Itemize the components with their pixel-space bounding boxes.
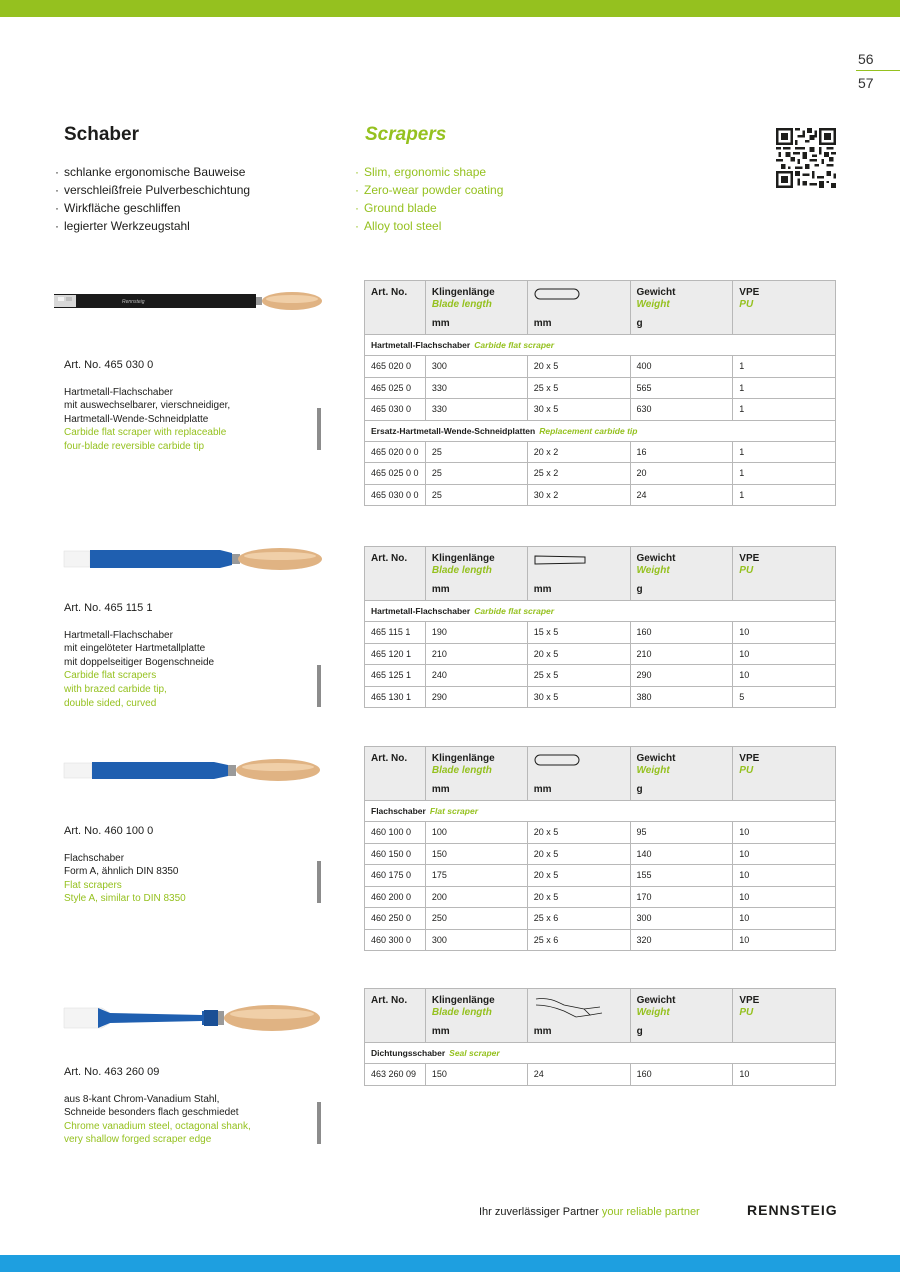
header-weight-en: Weight xyxy=(636,1007,670,1018)
product-image-label: Rennsteig xyxy=(122,299,145,305)
cell: 20 x 5 xyxy=(527,356,630,378)
cell: 170 xyxy=(630,886,733,908)
footer-tagline xyxy=(479,1206,700,1218)
cell: 465 115 1 xyxy=(365,622,426,644)
cell: 150 xyxy=(425,843,527,865)
header-unit: mm xyxy=(431,318,450,329)
header-art-no: Art. No. xyxy=(371,287,408,298)
cell: 10 xyxy=(733,1064,836,1086)
section-title-en: Carbide flat scraper xyxy=(474,340,555,350)
cell: 25 xyxy=(425,441,527,463)
section-title xyxy=(365,335,836,356)
cell: 300 xyxy=(425,356,527,378)
desc-line-en: very shallow forged scraper edge xyxy=(64,1134,212,1146)
cell: 25 x 6 xyxy=(527,908,630,930)
section-title-de: Flachschaber xyxy=(371,806,426,816)
cell: 20 x 5 xyxy=(527,886,630,908)
cell: 465 030 0 xyxy=(365,399,426,421)
header-weight-de: Gewicht xyxy=(636,753,676,764)
spec-table xyxy=(364,280,836,506)
product-art-no: Art. No. 465 030 0 xyxy=(64,359,154,371)
section-title xyxy=(365,601,836,622)
product-description xyxy=(64,1066,324,1147)
carbide-flat-scraper-image xyxy=(52,288,324,316)
grey-marker xyxy=(317,861,321,903)
desc-line-en: double sided, curved xyxy=(64,697,157,709)
cell: 5 xyxy=(733,686,836,708)
cell: 465 025 0 0 xyxy=(365,463,426,485)
cell: 30 x 2 xyxy=(527,484,630,506)
page-numbers xyxy=(856,51,900,91)
brazed-carbide-scraper-image xyxy=(62,546,324,574)
cell: 465 020 0 0 xyxy=(365,441,426,463)
cell: 210 xyxy=(630,643,733,665)
feature-item: · Ground blade xyxy=(355,199,503,217)
cell: 320 xyxy=(630,929,733,951)
header-pu-de: VPE xyxy=(739,287,760,298)
cell: 460 300 0 xyxy=(365,929,426,951)
cell: 290 xyxy=(425,686,527,708)
cell: 210 xyxy=(425,643,527,665)
footer-tagline-en: your reliable partner xyxy=(601,1206,700,1218)
cell: 1 xyxy=(733,484,836,506)
feature-item: · Slim, ergonomic shape xyxy=(355,163,503,181)
desc-line-de: Hartmetall-Wende-Schneidplatte xyxy=(64,413,209,425)
header-art-no: Art. No. xyxy=(371,753,408,764)
header-unit: g xyxy=(636,784,643,795)
table-row xyxy=(365,843,836,865)
spec-table xyxy=(364,988,836,1086)
table-row xyxy=(365,622,836,644)
page-number-left: 56 xyxy=(858,51,874,67)
cell: 25 xyxy=(425,484,527,506)
cell: 1 xyxy=(733,377,836,399)
table-row xyxy=(365,865,836,887)
header-blade-en: Blade length xyxy=(431,1007,492,1018)
qr-code-icon[interactable] xyxy=(776,128,836,188)
header-unit: mm xyxy=(533,318,552,329)
cell: 460 200 0 xyxy=(365,886,426,908)
desc-line-de: Form A, ähnlich DIN 8350 xyxy=(64,866,179,878)
header-pu-de: VPE xyxy=(739,753,760,764)
spec-table xyxy=(364,546,836,708)
section-title xyxy=(365,420,836,441)
desc-line-en: four-blade reversible carbide tip xyxy=(64,440,205,452)
table-row xyxy=(365,441,836,463)
cell: 330 xyxy=(425,399,527,421)
header-blade-de: Klingenlänge xyxy=(431,995,495,1006)
table-row xyxy=(365,929,836,951)
desc-line-de: Hartmetall-Flachschaber xyxy=(64,386,173,398)
header-blade-en: Blade length xyxy=(431,565,492,576)
header-weight-de: Gewicht xyxy=(636,287,676,298)
header-unit: mm xyxy=(533,1026,552,1037)
header-blade-de: Klingenlänge xyxy=(431,553,495,564)
cell: 25 x 5 xyxy=(527,377,630,399)
header-weight-de: Gewicht xyxy=(636,995,676,1006)
header-art-no: Art. No. xyxy=(371,995,408,1006)
header-weight-en: Weight xyxy=(636,565,670,576)
desc-line-de: mit doppelseitiger Bogenschneide xyxy=(64,656,215,668)
product-description xyxy=(64,602,324,710)
cell: 465 030 0 0 xyxy=(365,484,426,506)
cell: 565 xyxy=(630,377,733,399)
header-weight-en: Weight xyxy=(636,299,670,310)
header-unit: g xyxy=(636,584,643,595)
header-weight-en: Weight xyxy=(636,765,670,776)
cell: 95 xyxy=(630,822,733,844)
header-unit: mm xyxy=(431,584,450,595)
header-pu-en: PU xyxy=(739,299,754,310)
section-title xyxy=(365,801,836,822)
feature-item: · verschleißfreie Pulverbeschichtung xyxy=(55,181,250,199)
cell: 25 xyxy=(425,463,527,485)
cell: 465 120 1 xyxy=(365,643,426,665)
page-title-en: Scrapers xyxy=(365,124,447,145)
desc-line-en: with brazed carbide tip, xyxy=(64,683,167,695)
section-title-en: Replacement carbide tip xyxy=(539,425,638,436)
cell: 290 xyxy=(630,665,733,687)
cell: 240 xyxy=(425,665,527,687)
table-row xyxy=(365,1064,836,1086)
cell: 465 025 0 xyxy=(365,377,426,399)
header-unit: mm xyxy=(533,784,552,795)
table-row xyxy=(365,908,836,930)
seal-scraper-image xyxy=(62,1000,324,1036)
cell: 155 xyxy=(630,865,733,887)
cell: 140 xyxy=(630,843,733,865)
top-accent-bar xyxy=(0,0,900,17)
feature-item: · legierter Werkzeugstahl xyxy=(55,217,250,235)
table-row xyxy=(365,484,836,506)
desc-line-de: mit eingelöteter Hartmetallplatte xyxy=(64,643,206,655)
bottom-accent-bar xyxy=(0,1255,900,1272)
table-row xyxy=(365,665,836,687)
cell: 465 130 1 xyxy=(365,686,426,708)
header-blade-de: Klingenlänge xyxy=(431,753,495,764)
desc-line-de: mit auswechselbarer, vierschneidiger, xyxy=(64,400,231,412)
desc-line-de: aus 8-kant Chrom-Vanadium Stahl, xyxy=(64,1093,220,1105)
cell: 16 xyxy=(630,441,733,463)
cell: 10 xyxy=(733,643,836,665)
page-number-divider xyxy=(856,70,900,71)
table-row xyxy=(365,822,836,844)
cell: 400 xyxy=(630,356,733,378)
section-title-de: Hartmetall-Flachschaber xyxy=(371,340,471,350)
cell: 10 xyxy=(733,822,836,844)
table-row xyxy=(365,377,836,399)
cell: 160 xyxy=(630,1064,733,1086)
cell: 250 xyxy=(425,908,527,930)
cell: 20 xyxy=(630,463,733,485)
cell: 190 xyxy=(425,622,527,644)
header-unit: g xyxy=(636,318,643,329)
page-title-de: Schaber xyxy=(64,124,139,145)
cell: 630 xyxy=(630,399,733,421)
header-weight-de: Gewicht xyxy=(636,553,676,564)
header-blade-de: Klingenlänge xyxy=(431,287,495,298)
cell: 465 125 1 xyxy=(365,665,426,687)
blade-profile-icon xyxy=(534,753,580,767)
cell: 465 020 0 xyxy=(365,356,426,378)
header-pu-en: PU xyxy=(739,1007,754,1018)
cell: 460 100 0 xyxy=(365,822,426,844)
page-number-right: 57 xyxy=(858,75,874,91)
cell: 10 xyxy=(733,886,836,908)
desc-line-en: Chrome vanadium steel, octagonal shank, xyxy=(64,1120,251,1132)
cell: 463 260 09 xyxy=(365,1064,426,1086)
cell: 330 xyxy=(425,377,527,399)
cell: 1 xyxy=(733,463,836,485)
cell: 300 xyxy=(630,908,733,930)
feature-item: · Alloy tool steel xyxy=(355,217,503,235)
cell: 30 x 5 xyxy=(527,686,630,708)
cell: 200 xyxy=(425,886,527,908)
product-description xyxy=(64,359,324,454)
feature-list-en xyxy=(355,163,503,235)
cell: 20 x 5 xyxy=(527,843,630,865)
cell: 25 x 5 xyxy=(527,665,630,687)
section-title-en: Flat scraper xyxy=(429,806,479,816)
desc-line-de: Hartmetall-Flachschaber xyxy=(64,629,173,641)
cell: 460 150 0 xyxy=(365,843,426,865)
cell: 15 x 5 xyxy=(527,622,630,644)
section-title-de: Hartmetall-Flachschaber xyxy=(371,606,471,616)
cell: 24 xyxy=(630,484,733,506)
cell: 20 x 5 xyxy=(527,643,630,665)
cell: 20 x 5 xyxy=(527,822,630,844)
feature-item: · schlanke ergonomische Bauweise xyxy=(55,163,250,181)
header-unit: mm xyxy=(533,584,552,595)
header-unit: g xyxy=(636,1026,643,1037)
table-row xyxy=(365,686,836,708)
table-row xyxy=(365,643,836,665)
header-pu-de: VPE xyxy=(739,995,760,1006)
feature-item: · Zero-wear powder coating xyxy=(355,181,503,199)
feature-item: · Wirkfläche geschliffen xyxy=(55,199,250,217)
spec-table xyxy=(364,746,836,951)
table-row xyxy=(365,399,836,421)
desc-line-en: Carbide flat scraper with replaceable xyxy=(64,427,227,439)
desc-line-en: Style A, similar to DIN 8350 xyxy=(64,893,186,905)
footer-tagline-de: Ihr zuverlässiger Partner xyxy=(479,1206,599,1218)
cell: 460 250 0 xyxy=(365,908,426,930)
cell: 25 x 2 xyxy=(527,463,630,485)
feature-list-de xyxy=(55,163,250,235)
cell: 175 xyxy=(425,865,527,887)
header-pu-en: PU xyxy=(739,565,754,576)
header-unit: mm xyxy=(431,1026,450,1037)
table-row xyxy=(365,356,836,378)
cell: 10 xyxy=(733,908,836,930)
cell: 460 175 0 xyxy=(365,865,426,887)
cell: 1 xyxy=(733,356,836,378)
desc-line-de: Schneide besonders flach geschmiedet xyxy=(64,1107,239,1119)
cell: 160 xyxy=(630,622,733,644)
cell: 1 xyxy=(733,441,836,463)
flat-scraper-image xyxy=(62,757,324,785)
cell: 150 xyxy=(425,1064,527,1086)
cell: 10 xyxy=(733,665,836,687)
grey-marker xyxy=(317,408,321,450)
blade-profile-icon xyxy=(534,553,586,567)
cell: 100 xyxy=(425,822,527,844)
cell: 25 x 6 xyxy=(527,929,630,951)
desc-line-en: Carbide flat scrapers xyxy=(64,670,157,682)
product-art-no: Art. No. 463 260 09 xyxy=(64,1066,160,1078)
section-title-en: Carbide flat scraper xyxy=(474,606,555,616)
cell: 380 xyxy=(630,686,733,708)
header-pu-en: PU xyxy=(739,765,754,776)
table-row xyxy=(365,886,836,908)
header-blade-en: Blade length xyxy=(431,299,492,310)
section-title-en: Seal scraper xyxy=(449,1048,500,1058)
seal-scraper-profile-icon xyxy=(534,995,604,1019)
product-art-no: Art. No. 465 115 1 xyxy=(64,602,153,614)
cell: 20 x 2 xyxy=(527,441,630,463)
cell: 30 x 5 xyxy=(527,399,630,421)
grey-marker xyxy=(317,665,321,707)
cell: 1 xyxy=(733,399,836,421)
cell: 20 x 5 xyxy=(527,865,630,887)
header-pu-de: VPE xyxy=(739,553,760,564)
section-title-de: Ersatz-Hartmetall-Wende-Schneidplatten xyxy=(371,425,536,436)
product-art-no: Art. No. 460 100 0 xyxy=(64,825,154,837)
section-title-de: Dichtungsschaber xyxy=(371,1048,446,1058)
table-row xyxy=(365,463,836,485)
section-title xyxy=(365,1043,836,1064)
cell: 10 xyxy=(733,843,836,865)
desc-line-de: Flachschaber xyxy=(64,852,125,864)
brand-logo[interactable]: RENNSTEIG xyxy=(747,1202,838,1218)
cell: 300 xyxy=(425,929,527,951)
header-blade-en: Blade length xyxy=(431,765,492,776)
cell: 10 xyxy=(733,865,836,887)
grey-marker xyxy=(317,1102,321,1144)
desc-line-en: Flat scrapers xyxy=(64,879,122,891)
cell: 10 xyxy=(733,929,836,951)
cell: 10 xyxy=(733,622,836,644)
cell: 24 xyxy=(527,1064,630,1086)
product-description xyxy=(64,825,324,906)
header-art-no: Art. No. xyxy=(371,553,408,564)
header-unit: mm xyxy=(431,784,450,795)
blade-profile-icon xyxy=(534,287,580,301)
